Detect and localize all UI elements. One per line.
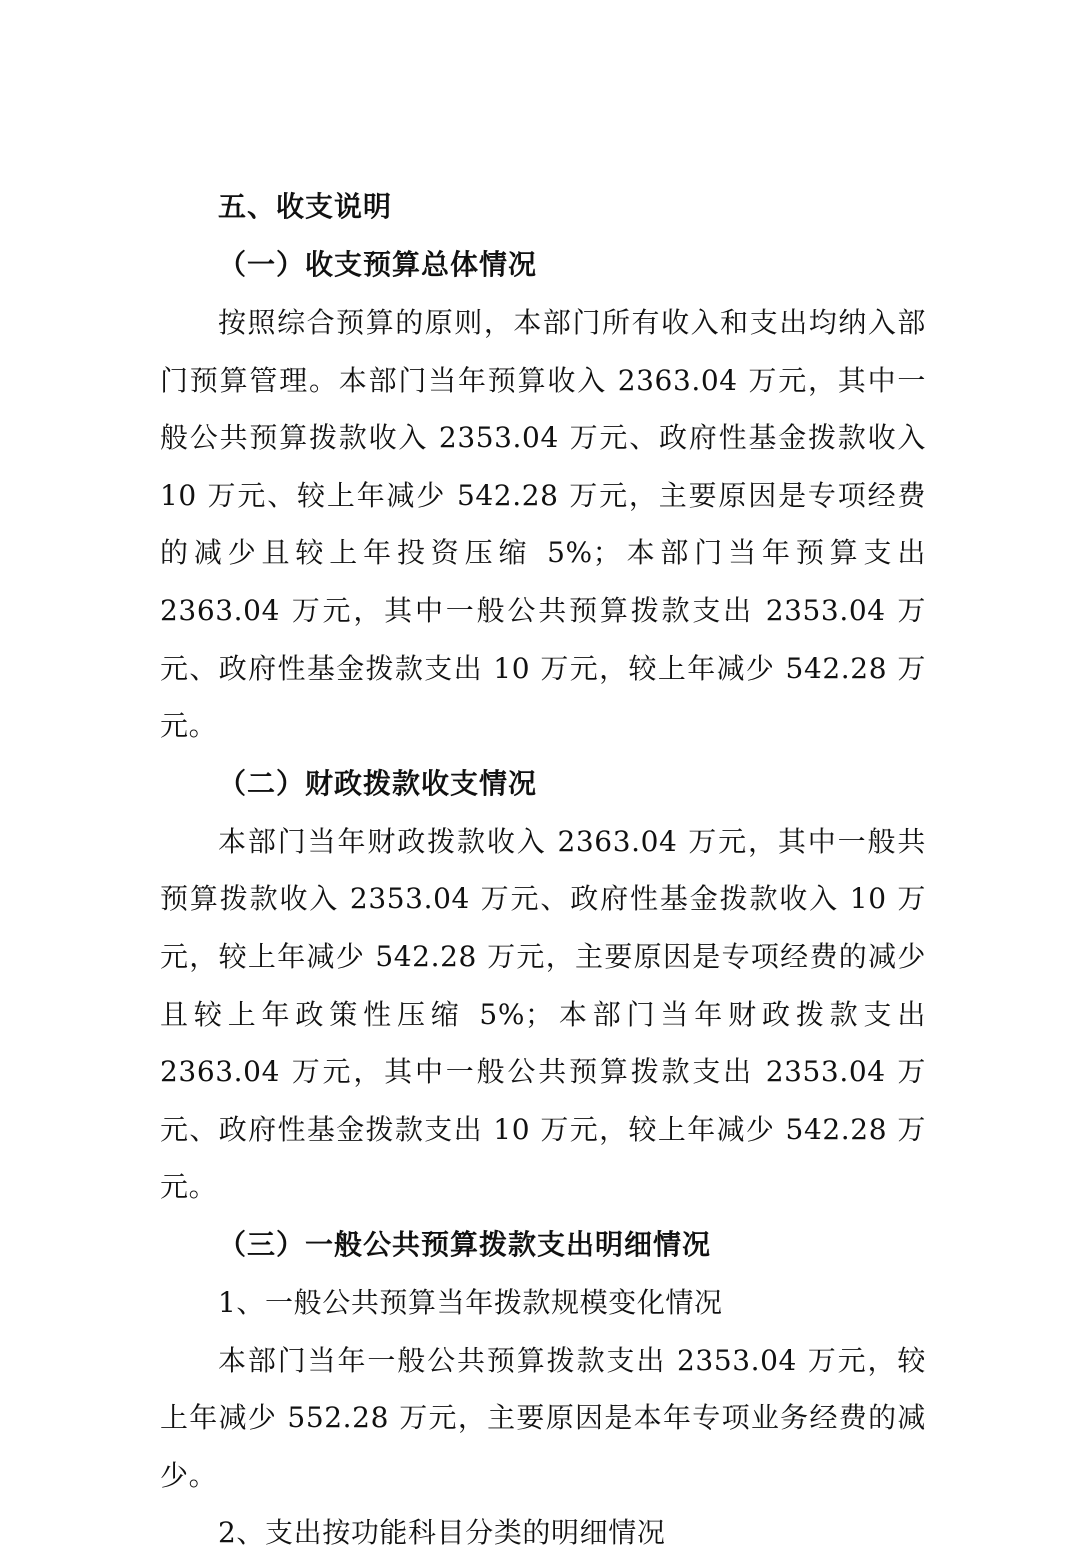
part1-paragraph: 按照综合预算的原则，本部门所有收入和支出均纳入部门预算管理。本部门当年预算收入 2363.04 万元，其中一般公共预算拨款收入 2353.04 万元、政府性基金拨款收入 10 万元、较上年减少 542.28 万元，主要原因是专项经费的减少且较上年投资压缩 5%；本部门当年预算支出 2363.04 万元，其中一般公共预算拨款支出 2353.04 万元、政府性基金拨款支出 10 万元，较上年减少 542.28 万元。 (160, 306, 926, 743)
part3-heading: （三）一般公共预算拨款支出明细情况 (218, 1227, 712, 1261)
section-title: 五、收支说明 (218, 190, 393, 223)
part2-paragraph: 本部门当年财政拨款收入 2363.04 万元，其中一般共预算拨款收入 2353.04 万元、政府性基金拨款收入 10 万元，较上年减少 542.28 万元，主要原因是专项经费的减少且较上年政策性压缩 5%；本部门当年财政拨款支出 2363.04 万元，其中一般公共预算拨款支出 2353.04 万元、政府性基金拨款支出 10 万元，较上年减少 542.28 万元。 (160, 824, 926, 1204)
document-body (160, 178, 926, 1562)
part3-item1-title: 1、一般公共预算当年拨款规模变化情况 (218, 1285, 723, 1319)
part1-heading: （一）收支预算总体情况 (218, 248, 538, 281)
part3-item2-title: 2、支出按功能科目分类的明细情况 (218, 1516, 666, 1550)
part3-item1-paragraph: 本部门当年一般公共预算拨款支出 2353.04 万元，较上年减少 552.28 万元，主要原因是本年专项业务经费的减少。 (160, 1343, 926, 1492)
part2-heading: （二）财政拨款收支情况 (218, 766, 538, 800)
